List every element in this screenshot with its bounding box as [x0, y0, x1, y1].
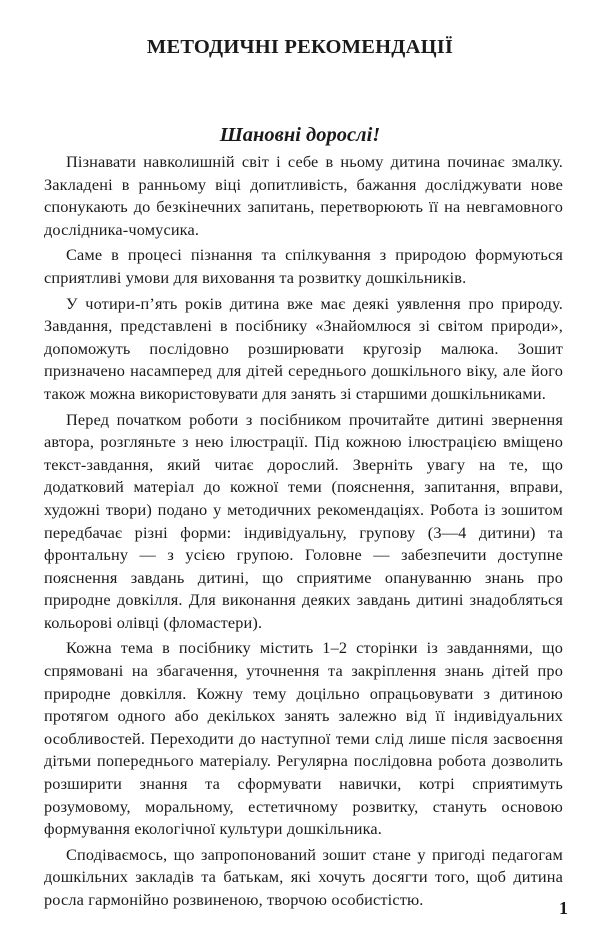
- paragraph-6: Сподіваємось, що запропонований зошит стане у пригоді педагогам дошкільних закладів та батькам, які хочуть досягти того, щоб дитина росла гармонійно розвиненою, творчою особистістю.: [44, 844, 563, 909]
- page-heading: МЕТОДИЧНІ РЕКОМЕНДАЦІЇ: [146, 36, 454, 58]
- greeting-heading: Шановні дорослі!: [219, 124, 381, 146]
- page-number: 1: [559, 898, 568, 918]
- paragraph-5: Кожна тема в посібнику містить 1–2 сторінки із завданнями, що спрямовані на збагачення, уточнення та закріплення знань дітей про природне довкілля. Кожну тему доцільно опрацьовувати з дитиною протягом одного або декількох занять залежно від її індивідуальних особливостей. Переходити до наступної теми слід лише після засвоєння дітьми попереднього матеріалу. Регулярна послідовна робота дозволить розширити знання та сформувати навички, котрі сприятимуть розумовому, моральному, естетичному розвитку, стануть основою формування екологічної культури дошкільника.: [44, 638, 563, 839]
- paragraph-3: У чотири-п’ять років дитина вже має деякі уявлення про природу. Завдання, представлені в посібнику «Знайомлюся зі світом природи», допоможуть послідовно розширювати кругозір малюка. Зошит призначено насамперед для дітей середнього дошкільного віку, але його також можна використовувати для занять зі старшими дошкільниками.: [44, 293, 563, 403]
- paragraph-2: Саме в процесі пізнання та спілкування з природою формуються сприятливі умови для виховання та розвитку дошкільників.: [44, 245, 563, 287]
- paragraph-1: Пізнавати навколишній світ і себе в ньому дитина починає змалку. Закладені в ранньому віці допитливість, бажання досліджувати нове спонукають до безкінечних запитань, перетворюють її на невгамовного дослідника-чомусика.: [44, 152, 563, 239]
- paragraph-4: Перед початком роботи з посібником прочитайте дитині звернення автора, розгляньте з нею ілюстрації. Під кожною ілюстрацією вміщено текст-завдання, який читає дорослий. Зверніть увагу на те, що додатковий матеріал до кожної теми (пояснення, запитання, вправи, художні твори) подано у методичних рекомендаціях. Робота із зошитом передбачає різні форми: індивідуальну, групову (3—4 дитини) та фронтальну — з усією групою. Головне — забезпечити доступне пояснення завдань дитині, що сприятиме опануванню знань про природне довкілля. Для виконання деяких завдань дитині знадобляться кольорові олівці (фломастери).: [44, 409, 563, 632]
- body-text: [44, 151, 563, 915]
